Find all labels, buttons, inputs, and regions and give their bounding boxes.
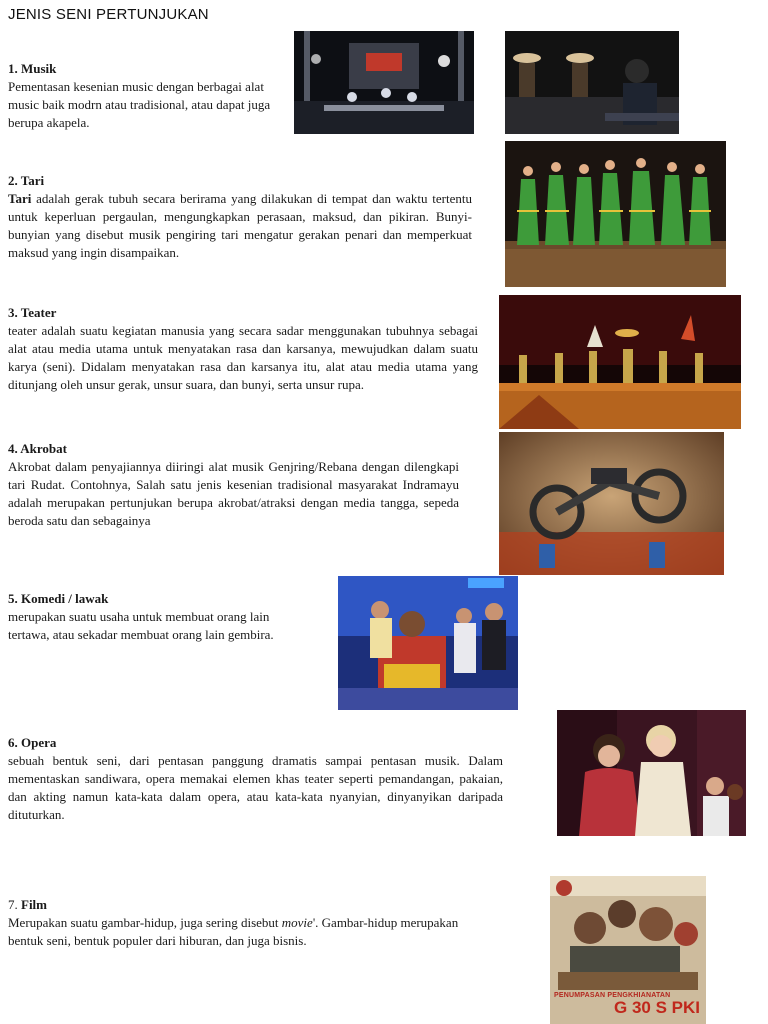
- section-heading: 3. Teater: [8, 305, 57, 320]
- comedy-show-photo: [338, 576, 518, 710]
- section-body-text: Merupakan suatu gambar-hidup, juga sering disebut: [8, 915, 282, 930]
- section-akrobat: [8, 440, 459, 530]
- traditional-music-photo: [505, 31, 679, 134]
- section-body: teater adalah suatu kegiatan manusia yang secara sadar menggunakan tubuhnya sebagai alat atau media utama untuk menyatakan rasa dan karsanya, mewujudkan dalam suatu karya (seni). Didalam menyatakan rasa dan karsanya itu, alat atau media utama yang ditunjang oleh unsur gerak, unsur suara, dan bunyi, serta unsur rupa.: [8, 323, 478, 392]
- section-body: Akrobat dalam penyajiannya diiringi alat musik Genjring/Rebana dengan dilengkapi tari Rudat. Contohnya, Salah satu jenis kesenian tradisional masyarakat Indramayu adalah merupakan pertunjukan berupa akrobat/atraksi dengan media tangga, sepeda beroda satu dan sebagainya: [8, 459, 459, 528]
- theater-stage-photo: [499, 295, 741, 429]
- section-heading-word: Film: [21, 897, 47, 912]
- section-body-text: '. Gambar-hidup merupakan bentuk seni, bentuk populer dari hiburan, dan juga bisnis.: [8, 915, 459, 948]
- poster-title: G 30 S PKI: [614, 998, 700, 1017]
- section-body-emphasis: movie: [281, 915, 313, 930]
- acrobat-photo: [499, 432, 724, 575]
- document-title: JENIS SENI PERTUNJUKAN: [8, 6, 209, 23]
- section-body-text: adalah gerak tubuh secara berirama yang dilakukan di tempat dan waktu tertentu untuk keperluan pergaulan, mengungkapkan perasaan, maksud, dan pikiran. Bunyi-bunyian yang disebut musik pengiring tari mengatur gerakan penari dan memperkuat maksud yang ingin disampaikan.: [8, 191, 472, 260]
- section-opera: [8, 734, 503, 824]
- section-heading: 2. Tari: [8, 173, 45, 188]
- section-teater: [8, 304, 478, 394]
- film-poster-photo: [550, 876, 706, 1024]
- section-body: Pementasan kesenian music dengan berbagai alat music baik modrn atau tradisional, atau dapat juga berupa akapela.: [8, 79, 271, 130]
- section-body: merupakan suatu usaha untuk membuat orang lain tertawa, atau sekadar membuat orang lain gembira.: [8, 609, 274, 642]
- section-body: [8, 190, 472, 262]
- section-komedi: [8, 590, 298, 644]
- section-heading: [8, 896, 478, 914]
- concert-stage-photo: [294, 31, 474, 134]
- section-heading: 1. Musik: [8, 61, 57, 76]
- section-heading: 6. Opera: [8, 735, 57, 750]
- dance-photo: [505, 141, 726, 287]
- section-tari: [8, 172, 472, 262]
- section-body: [8, 914, 478, 950]
- opera-photo: [557, 710, 746, 836]
- section-heading: 4. Akrobat: [8, 441, 67, 456]
- section-body: sebuah bentuk seni, dari pentasan panggung dramatis sampai pentasan musik. Dalam mementaskan sandiwara, opera memakai elemen khas teater seperti pemandangan, pakaian, dan akting namun kata-kata dalam opera, atau kata-kata nyanyian, dinyanyikan daripada dituturkan.: [8, 753, 503, 822]
- section-body-lead: Tari: [8, 191, 32, 206]
- section-film: [8, 896, 478, 950]
- section-musik: [8, 60, 280, 132]
- section-number: 7.: [8, 897, 21, 912]
- section-heading: 5. Komedi / lawak: [8, 591, 109, 606]
- poster-tagline: PENUMPASAN PENGKHIANATAN: [554, 992, 671, 999]
